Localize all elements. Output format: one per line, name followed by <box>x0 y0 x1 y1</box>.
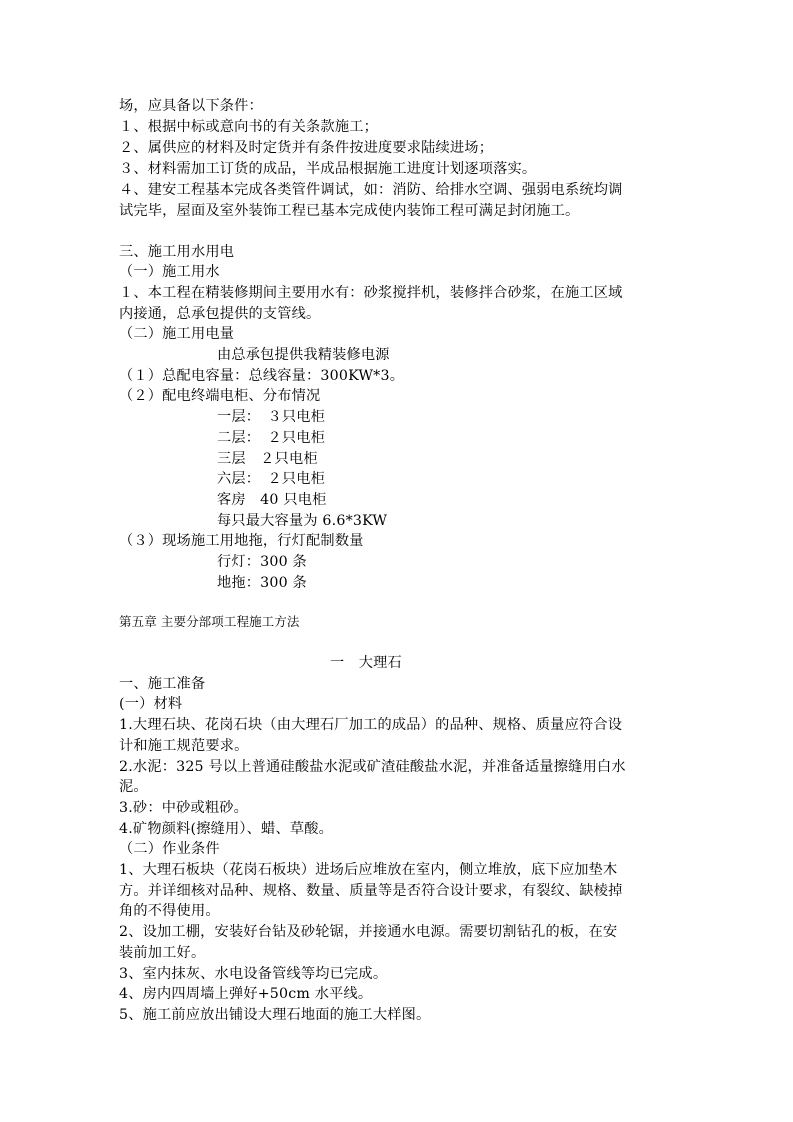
text-line: 1.大理石块、花岗石块（由大理石厂加工的成品）的品种、规格、质量应符合设 <box>119 717 623 733</box>
subsection-heading: (一）材料 <box>119 696 183 712</box>
text-line: ３、材料需加工订货的成品，半成品根据施工进度计划逐项落实。 <box>119 161 537 177</box>
text-line: 5、施工前应放出铺设大理石地面的施工大样图。 <box>119 1007 431 1023</box>
section-heading: 三、施工用水用电 <box>119 244 235 260</box>
text-line: （１）总配电容量：总线容量：300KW*3。 <box>119 368 405 384</box>
list-item: 每只最大容量为 6.6*3KW <box>217 513 388 529</box>
list-item: 一层： ３只电柜 <box>217 409 326 425</box>
list-item: 六层： ２只电柜 <box>217 471 326 487</box>
text-line: 场，应具备以下条件： <box>119 98 263 114</box>
text-line: ２、属供应的材料及时定货并有条件按进度要求陆续进场； <box>119 140 494 156</box>
text-line: 试完毕，屋面及室外装饰工程已基本完成使内装饰工程可满足封闭施工。 <box>119 203 580 219</box>
text-line: 由总承包提供我精装修电源 <box>217 347 390 363</box>
chapter-heading: 第五章 主要分部项工程施工方法 <box>119 614 300 629</box>
text-line: 4.矿物颜料(擦缝用）、蜡、草酸。 <box>119 821 333 837</box>
text-line: 3.砂：中砂或粗砂。 <box>119 800 249 816</box>
subsection-heading: （一）施工用水 <box>119 264 220 280</box>
subsection-heading: （二）施工用电量 <box>119 326 235 342</box>
text-line: 泥。 <box>119 779 148 795</box>
text-line: （３）现场施工用地拖，行灯配制数量 <box>119 533 364 549</box>
list-item: 地拖：300 条 <box>217 575 307 591</box>
text-line: １、根据中标或意向书的有关条款施工； <box>119 119 378 135</box>
section-title: 一 大理石 <box>330 655 402 671</box>
text-line: 2.水泥：325 号以上普通硅酸盐水泥或矿渣硅酸盐水泥，并准备适量擦缝用白水 <box>119 759 626 775</box>
text-line: 方。并详细核对品种、规格、数量、质量等是否符合设计要求，有裂纹、缺棱掉 <box>119 883 623 899</box>
text-line: 1、大理石板块（花岗石板块）进场后应堆放在室内，侧立堆放，底下应加垫木 <box>119 862 618 878</box>
section-heading: 一、施工准备 <box>119 676 206 692</box>
text-line: 角的不得使用。 <box>119 903 220 919</box>
text-line: 装前加工好。 <box>119 945 206 961</box>
list-item: 客房 40 只电柜 <box>217 492 327 508</box>
text-line: （２）配电终端电柜、分布情况 <box>119 388 321 404</box>
list-item: 二层： ２只电柜 <box>217 430 326 446</box>
subsection-heading: （二）作业条件 <box>119 841 220 857</box>
text-line: 4、房内四周墙上弹好+50cm 水平线。 <box>119 986 373 1002</box>
list-item: 三层 ２只电柜 <box>217 451 318 467</box>
text-line: 3、室内抹灰、水电设备管线等均已完成。 <box>119 966 388 982</box>
text-line: 2、设加工棚，安装好台钻及砂轮锯，并接通水电源。需要切割钻孔的板，在安 <box>119 924 618 940</box>
text-line: ４、建安工程基本完成各类管件调试，如：消防、给排水空调、强弱电系统均调 <box>119 182 623 198</box>
text-line: 计和施工规范要求。 <box>119 738 249 754</box>
list-item: 行灯：300 条 <box>217 554 307 570</box>
text-line: 内接通，总承包提供的支管线。 <box>119 306 321 322</box>
text-line: １、本工程在精装修期间主要用水有：砂浆搅拌机，装修拌合砂浆，在施工区域 <box>119 285 623 301</box>
